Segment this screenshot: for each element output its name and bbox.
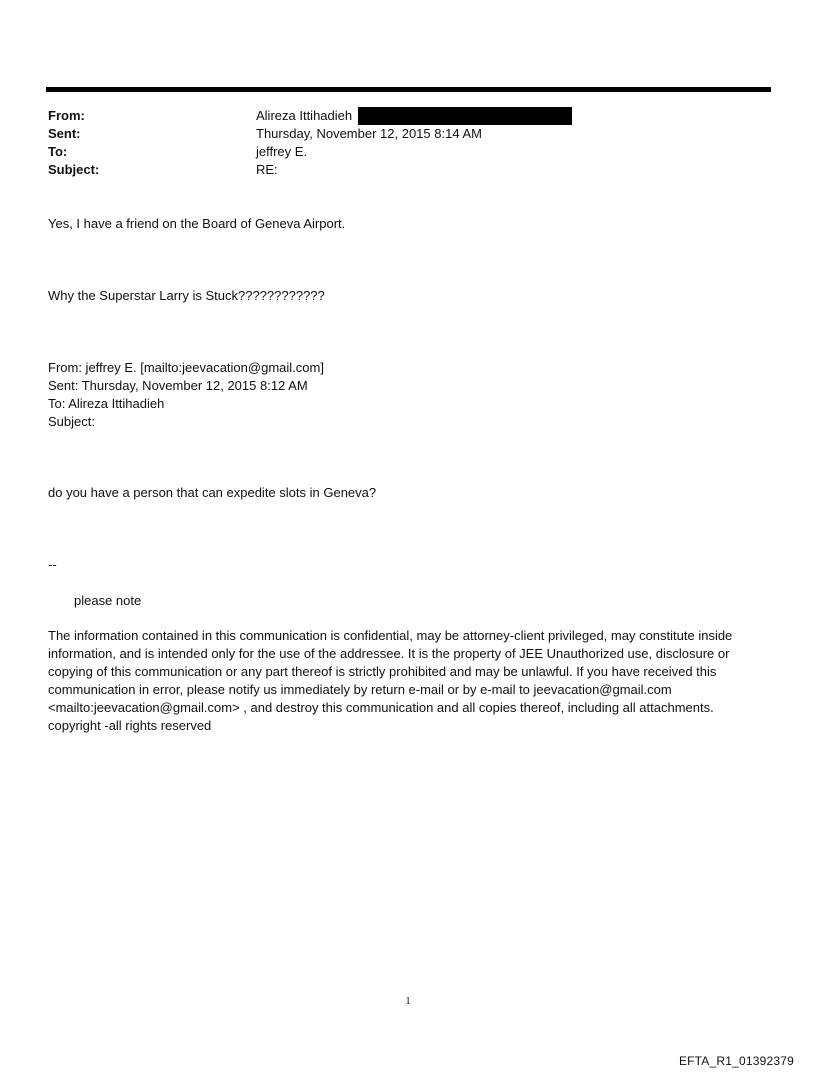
sent-value: Thursday, November 12, 2015 8:14 AM: [256, 126, 482, 141]
page-number: 1: [405, 995, 411, 1007]
quoted-subject: Subject:: [48, 414, 95, 429]
from-label: From:: [48, 108, 85, 123]
reply-line-1: Yes, I have a friend on the Board of Geneva Airport.: [48, 216, 346, 231]
please-note: please note: [74, 593, 142, 608]
subject-label: Subject:: [48, 162, 100, 177]
redaction-box: [358, 107, 572, 125]
from-value: [256, 107, 572, 125]
to-label: To:: [48, 144, 68, 159]
header-rule: [46, 87, 771, 92]
sent-label: Sent:: [48, 126, 81, 141]
reply-line-2: Why the Superstar Larry is Stuck????????????: [48, 288, 325, 303]
quoted-body: do you have a person that can expedite slots in Geneva?: [48, 485, 377, 500]
subject-value: RE:: [256, 162, 278, 177]
disclaimer-text: The information contained in this communication is confidential, may be attorney-client privileged, may constitute inside information, and is intended only for the use of the addressee. It is the property of JEE Unauthorized use, disclosure or copying of this communication or any part thereof is strictly prohibited and may be unlawful. If you have received this communication in error, please notify us immediately by return e-mail or by e-mail to jeevacation@gmail.com <mailto:jeevacation@gmail.com> , and destroy this communication and all copies thereof, including all attachments. copyright -all rights reserved: [48, 628, 733, 733]
to-value: jeffrey E.: [256, 144, 308, 159]
from-name: Alireza Ittihadieh: [256, 108, 353, 123]
quoted-sent: Sent: Thursday, November 12, 2015 8:12 AM: [48, 378, 308, 393]
disclaimer: [48, 627, 768, 735]
document-id: EFTA_R1_01392379: [678, 1054, 794, 1068]
quoted-to: To: Alireza Ittihadieh: [48, 396, 165, 411]
signature-separator: --: [48, 557, 57, 572]
quoted-from: From: jeffrey E. [mailto:jeevacation@gmail.com]: [48, 360, 324, 375]
